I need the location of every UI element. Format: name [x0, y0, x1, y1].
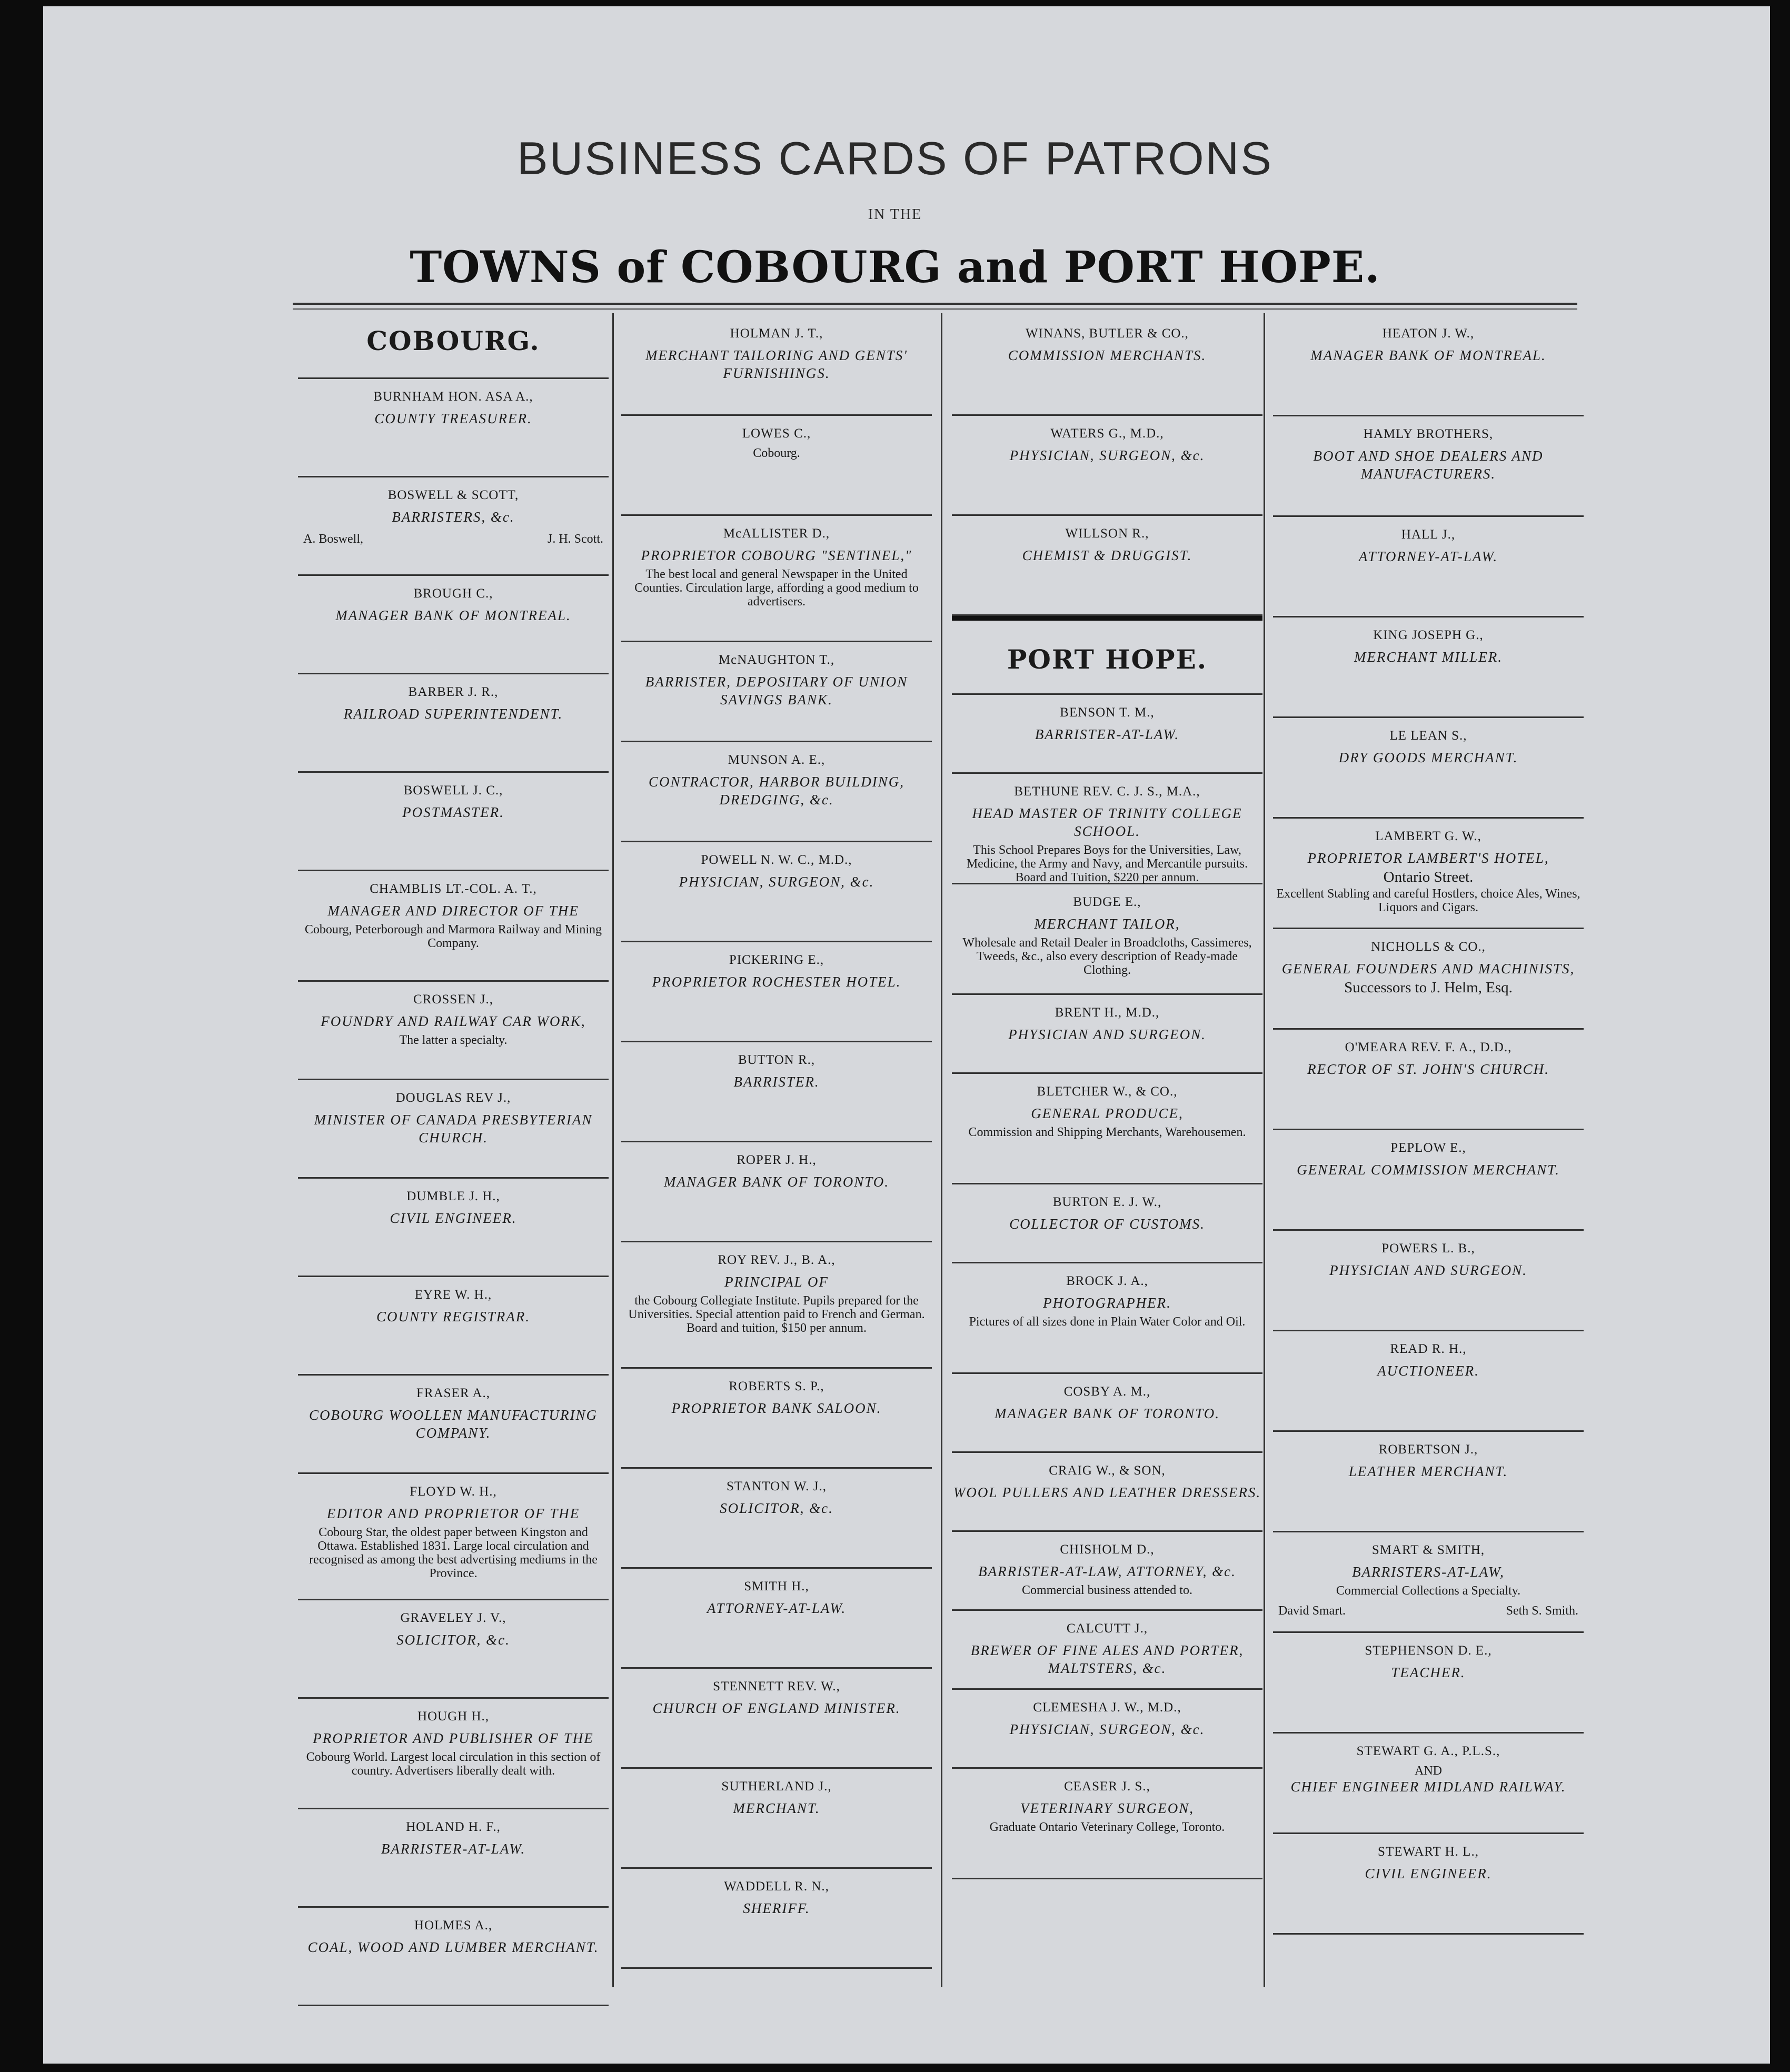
business-card	[952, 416, 1262, 516]
header-rule	[293, 303, 1577, 305]
business-name: CHAMBLIS LT.-COL. A. T.,	[370, 882, 537, 896]
business-card	[298, 1179, 609, 1277]
business-title: BARRISTER, DEPOSITARY OF UNION SAVINGS BANK.	[645, 674, 908, 708]
business-and: AND	[1415, 1764, 1442, 1778]
business-note: Pictures of all sizes done in Plain Water Color and Oil.	[969, 1315, 1246, 1329]
business-name: ROY REV. J., B. A.,	[718, 1253, 836, 1267]
business-title: RECTOR OF ST. JOHN'S CHURCH.	[1307, 1061, 1549, 1077]
business-card	[298, 773, 609, 871]
business-card	[1273, 617, 1584, 718]
business-title: PHYSICIAN, SURGEON, &c.	[1009, 1721, 1205, 1737]
business-name: NICHOLLS & CO.,	[1371, 940, 1486, 954]
business-title: CONTRACTOR, HARBOR BUILDING, DREDGING, &c.	[648, 774, 904, 808]
business-card	[952, 1374, 1262, 1453]
business-card	[952, 1690, 1262, 1769]
business-title: EDITOR AND PROPRIETOR OF THE	[326, 1506, 580, 1521]
business-note-large: Successors to J. Helm, Esq.	[1344, 979, 1513, 996]
business-card	[298, 1277, 609, 1376]
business-name: ROPER J. H.,	[737, 1153, 817, 1167]
business-name: SMITH H.,	[744, 1579, 809, 1593]
business-title: MERCHANT TAILORING AND GENTS' FURNISHINGS.	[645, 347, 908, 381]
business-card	[1273, 416, 1584, 517]
business-title: BARRISTERS-AT-LAW,	[1352, 1564, 1505, 1580]
business-card	[621, 1242, 932, 1369]
business-card	[298, 477, 609, 576]
business-name: GRAVELEY J. V.,	[400, 1611, 506, 1625]
business-title: POSTMASTER.	[402, 804, 504, 820]
business-name: HAMLY BROTHERS,	[1363, 427, 1494, 441]
business-title: CHURCH OF ENGLAND MINISTER.	[652, 1700, 901, 1716]
business-card	[952, 774, 1262, 884]
section-heading-cobourg: COBOURG.	[298, 316, 609, 379]
business-title: COBOURG WOOLLEN MANUFACTURING COMPANY.	[309, 1407, 598, 1441]
business-card	[952, 1611, 1262, 1690]
business-name: ROBERTS S. P.,	[729, 1379, 824, 1393]
business-name: STEWART H. L.,	[1378, 1845, 1479, 1859]
business-card	[621, 1769, 932, 1869]
business-name: READ R. H.,	[1390, 1342, 1467, 1356]
business-name: LOWES C.,	[742, 426, 811, 441]
business-card	[952, 1184, 1262, 1263]
business-name: WADDELL R. N.,	[724, 1879, 829, 1894]
column-divider	[1264, 313, 1265, 1987]
business-name: WATERS G., M.D.,	[1050, 426, 1164, 441]
business-title: COAL, WOOD AND LUMBER MERCHANT.	[307, 1939, 599, 1955]
business-name: BUTTON R.,	[738, 1053, 816, 1067]
business-card	[952, 1532, 1262, 1611]
business-title: BARRISTER-AT-LAW.	[381, 1841, 526, 1857]
business-card	[952, 884, 1262, 995]
business-note: Excellent Stabling and careful Hostlers, choice Ales, Wines, Liquors and Cigars.	[1276, 887, 1580, 914]
business-name: LE LEAN S.,	[1389, 729, 1467, 743]
business-name: HOLAND H. F.,	[406, 1820, 501, 1834]
business-name: DOUGLAS REV J.,	[395, 1091, 511, 1105]
business-name: PICKERING E.,	[729, 953, 824, 967]
business-name: ROBERTSON J.,	[1378, 1442, 1478, 1457]
business-card	[952, 695, 1262, 774]
business-title: BARRISTER.	[733, 1074, 820, 1090]
business-note: The latter a specialty.	[399, 1033, 508, 1047]
business-title: ATTORNEY-AT-LAW.	[1358, 549, 1498, 564]
business-name: COSBY A. M.,	[1063, 1384, 1151, 1399]
business-name: CEASER J. S.,	[1064, 1779, 1150, 1794]
business-name: BRENT H., M.D.,	[1055, 1005, 1160, 1020]
business-card	[1273, 1432, 1584, 1532]
business-name: CHISHOLM D.,	[1060, 1542, 1155, 1557]
business-name: BARBER J. R.,	[408, 685, 499, 699]
business-title: PHOTOGRAPHER.	[1043, 1295, 1171, 1311]
business-name: STANTON W. J.,	[726, 1479, 827, 1493]
business-name: STEWART G. A., P.L.S.,	[1356, 1744, 1500, 1758]
business-card	[298, 982, 609, 1080]
business-card	[1273, 1130, 1584, 1231]
business-card	[1273, 929, 1584, 1030]
business-card	[1273, 316, 1584, 416]
business-title: VETERINARY SURGEON,	[1020, 1800, 1194, 1816]
business-name: FLOYD W. H.,	[410, 1485, 497, 1499]
business-title: PROPRIETOR COBOURG "SENTINEL,"	[641, 547, 912, 563]
business-card	[952, 1074, 1262, 1184]
business-name: BUDGE E.,	[1073, 895, 1141, 909]
business-title: CIVIL ENGINEER.	[390, 1210, 517, 1226]
column-cobourg-1	[298, 316, 609, 2006]
business-note: Cobourg World. Largest local circulation in this section of country. Advertisers liberally dealt with.	[306, 1750, 601, 1778]
business-name: CRAIG W., & SON,	[1049, 1463, 1166, 1478]
business-title: PROPRIETOR ROCHESTER HOTEL.	[652, 974, 901, 990]
business-partners	[298, 532, 609, 546]
business-card	[298, 674, 609, 773]
business-title: CHEMIST & DRUGGIST.	[1022, 547, 1192, 563]
business-title: TEACHER.	[1391, 1665, 1466, 1680]
business-name: POWERS L. B.,	[1381, 1241, 1475, 1256]
business-card	[621, 516, 932, 642]
business-title: PROPRIETOR BANK SALOON.	[671, 1400, 882, 1416]
business-name: CROSSEN J.,	[413, 992, 493, 1007]
business-card	[621, 416, 932, 516]
business-card	[952, 995, 1262, 1074]
business-note: Commercial Collections a Specialty.	[1336, 1584, 1521, 1598]
business-card	[621, 1469, 932, 1569]
page-title: BUSINESS CARDS OF PATRONS	[517, 132, 1273, 184]
business-card	[298, 1699, 609, 1809]
business-card	[952, 1263, 1262, 1374]
business-card	[1273, 1331, 1584, 1432]
business-card	[621, 1669, 932, 1769]
business-card	[298, 1080, 609, 1179]
business-card	[621, 1569, 932, 1669]
business-note: Cobourg.	[753, 446, 800, 460]
business-name: POWELL N. W. C., M.D.,	[701, 853, 852, 867]
column-port-hope-1	[952, 316, 1262, 1879]
business-title: PRINCIPAL OF	[724, 1274, 829, 1290]
business-title: FOUNDRY AND RAILWAY CAR WORK,	[321, 1013, 586, 1029]
column-port-hope-2	[1273, 316, 1584, 1935]
partner-right: J. H. Scott.	[547, 532, 603, 546]
business-card	[1273, 1030, 1584, 1130]
business-title: CIVIL ENGINEER.	[1365, 1866, 1492, 1881]
business-card	[621, 642, 932, 742]
partner-left: A. Boswell,	[303, 532, 363, 546]
business-title: MINISTER OF CANADA PRESBYTERIAN CHURCH.	[314, 1112, 593, 1145]
business-card	[1273, 1231, 1584, 1331]
business-name: BOSWELL & SCOTT,	[387, 488, 519, 502]
business-note: Cobourg Star, the oldest paper between Kingston and Ottawa. Established 1831. Large local circulation and recognised as among the best advertising mediums in the Province.	[309, 1526, 598, 1580]
business-title: MANAGER AND DIRECTOR OF THE	[327, 903, 579, 919]
business-note: Commercial business attended to.	[1022, 1583, 1192, 1597]
column-divider	[612, 313, 614, 1987]
business-name: STENNETT REV. W.,	[713, 1679, 840, 1694]
business-title: LEATHER MERCHANT.	[1348, 1463, 1508, 1479]
business-title: WOOL PULLERS AND LEATHER DRESSERS.	[953, 1485, 1261, 1500]
business-note: the Cobourg Collegiate Institute. Pupils prepared for the Universities. Special attention paid to French and German. Board and tuition, $150 per annum.	[628, 1294, 925, 1335]
business-card	[298, 1376, 609, 1474]
business-name: SUTHERLAND J.,	[721, 1779, 832, 1794]
business-name: FRASER A.,	[416, 1386, 490, 1400]
business-card	[952, 1453, 1262, 1532]
business-name: HALL J.,	[1401, 527, 1456, 542]
business-partners	[1273, 1604, 1584, 1618]
business-card	[621, 1869, 932, 1969]
business-title: BOOT AND SHOE DEALERS AND MANUFACTURERS.	[1313, 448, 1544, 482]
business-card	[1273, 1532, 1584, 1633]
business-name: BETHUNE REV. C. J. S., M.A.,	[1014, 784, 1200, 799]
business-title: MANAGER BANK OF TORONTO.	[994, 1406, 1220, 1421]
business-card	[1273, 819, 1584, 929]
column-divider	[941, 313, 942, 1987]
business-name: EYRE W. H.,	[414, 1288, 492, 1302]
business-title: MERCHANT MILLER.	[1354, 649, 1503, 665]
business-card	[298, 576, 609, 674]
business-name: O'MEARA REV. F. A., D.D.,	[1345, 1040, 1512, 1054]
business-name: BLETCHER W., & CO.,	[1037, 1084, 1178, 1099]
business-card	[621, 1369, 932, 1469]
business-card	[952, 1769, 1262, 1879]
business-title: SOLICITOR, &c.	[720, 1500, 833, 1516]
business-name: BURNHAM HON. ASA A.,	[373, 390, 533, 404]
partner-right: Seth S. Smith.	[1506, 1604, 1578, 1618]
business-card	[298, 1474, 609, 1600]
business-name: DUMBLE J. H.,	[406, 1189, 500, 1203]
business-name: CLEMESHA J. W., M.D.,	[1033, 1700, 1181, 1715]
page-subtitle: IN THE	[868, 206, 922, 223]
business-note: This School Prepares Boys for the Universities, Law, Medicine, the Army and Navy, and Mercantile pursuits. Board and Tuition, $220 per annum.	[966, 843, 1248, 884]
business-name: BROUGH C.,	[413, 586, 493, 601]
business-title: BREWER OF FINE ALES AND PORTER, MALTSTERS, &c.	[970, 1642, 1244, 1676]
business-title: SOLICITOR, &c.	[396, 1632, 510, 1648]
business-card	[952, 516, 1262, 616]
business-title: DRY GOODS MERCHANT.	[1338, 750, 1518, 765]
business-card	[621, 942, 932, 1042]
business-card	[952, 316, 1262, 416]
business-card	[1273, 1633, 1584, 1734]
business-title: SHERIFF.	[743, 1900, 810, 1916]
business-card	[621, 316, 932, 416]
business-title: PHYSICIAN, SURGEON, &c.	[1009, 447, 1205, 463]
business-title: ATTORNEY-AT-LAW.	[707, 1600, 847, 1616]
business-title: COLLECTOR OF CUSTOMS.	[1009, 1216, 1205, 1232]
business-name: HOUGH H.,	[417, 1709, 490, 1724]
business-name: STEPHENSON D. E.,	[1365, 1643, 1492, 1658]
business-card	[621, 842, 932, 942]
business-name: WILLSON R.,	[1065, 526, 1149, 541]
business-card	[621, 742, 932, 842]
business-title: CHIEF ENGINEER MIDLAND RAILWAY.	[1290, 1779, 1566, 1795]
business-card	[621, 1142, 932, 1242]
business-title: COUNTY TREASURER.	[374, 411, 532, 426]
business-title: COMMISSION MERCHANTS.	[1008, 347, 1207, 363]
business-card	[298, 1809, 609, 1908]
business-card	[298, 1600, 609, 1699]
business-note: Commission and Shipping Merchants, Warehousemen.	[968, 1125, 1246, 1139]
business-name: McALLISTER D.,	[723, 526, 830, 541]
business-title: GENERAL FOUNDERS AND MACHINISTS,	[1281, 961, 1575, 977]
business-card	[621, 1042, 932, 1142]
business-title: BARRISTERS, &c.	[392, 509, 515, 525]
business-title: MANAGER BANK OF MONTREAL.	[1310, 347, 1546, 363]
business-title: MANAGER BANK OF MONTREAL.	[335, 607, 571, 623]
partner-left: David Smart.	[1278, 1604, 1346, 1618]
business-title: PROPRIETOR AND PUBLISHER OF THE	[313, 1730, 594, 1746]
business-name: PEPLOW E.,	[1390, 1141, 1466, 1155]
business-title: RAILROAD SUPERINTENDENT.	[343, 706, 563, 722]
business-name: BENSON T. M.,	[1060, 705, 1155, 720]
business-note: The best local and general Newspaper in the United Counties. Circulation large, affording a good medium to advertisers.	[634, 567, 919, 609]
business-card	[298, 379, 609, 477]
business-title: PROPRIETOR LAMBERT'S HOTEL,	[1307, 850, 1549, 866]
business-title: MERCHANT.	[733, 1800, 820, 1816]
business-name: BROCK J. A.,	[1066, 1274, 1148, 1288]
column-cobourg-2	[621, 316, 932, 1969]
business-name: SMART & SMITH,	[1371, 1543, 1485, 1557]
business-note: Cobourg, Peterborough and Marmora Railway and Mining Company.	[304, 923, 602, 950]
business-title: PHYSICIAN AND SURGEON.	[1008, 1027, 1206, 1042]
business-note: Wholesale and Retail Dealer in Broadcloths, Cassimeres, Tweeds, &c., also every description of Ready-made Clothing.	[962, 936, 1252, 977]
business-card	[1273, 517, 1584, 617]
business-card	[1273, 718, 1584, 819]
business-title: GENERAL COMMISSION MERCHANT.	[1297, 1162, 1560, 1178]
business-title: MERCHANT TAILOR,	[1034, 916, 1180, 932]
business-title: GENERAL PRODUCE,	[1031, 1105, 1184, 1121]
business-name: HEATON J. W.,	[1382, 326, 1475, 341]
business-name: BURTON E. J. W.,	[1052, 1195, 1162, 1209]
business-name: MUNSON A. E.,	[728, 753, 826, 767]
business-title: PHYSICIAN, SURGEON, &c.	[679, 874, 874, 890]
business-name: HOLMES A.,	[414, 1918, 493, 1932]
business-title: BARRISTER-AT-LAW.	[1035, 726, 1180, 742]
business-title: PHYSICIAN AND SURGEON.	[1329, 1262, 1527, 1278]
page-heading-towns: TOWNS of COBOURG and PORT HOPE.	[410, 242, 1380, 293]
business-name: LAMBERT G. W.,	[1375, 829, 1481, 843]
business-name: BOSWELL J. C.,	[403, 783, 503, 798]
section-heading-port-hope: PORT HOPE.	[952, 616, 1262, 695]
business-card	[298, 871, 609, 982]
business-name: KING JOSEPH G.,	[1373, 628, 1484, 642]
business-title: COUNTY REGISTRAR.	[376, 1309, 531, 1324]
header-rule-thin	[293, 308, 1577, 310]
business-card	[1273, 1834, 1584, 1935]
business-card	[1273, 1734, 1584, 1834]
business-title: MANAGER BANK OF TORONTO.	[663, 1174, 890, 1190]
business-note-large: Ontario Street.	[1383, 869, 1474, 885]
business-title: AUCTIONEER.	[1377, 1363, 1479, 1379]
business-title: BARRISTER-AT-LAW, ATTORNEY, &c.	[978, 1563, 1236, 1579]
business-card	[298, 1908, 609, 2006]
business-name: WINANS, BUTLER & CO.,	[1026, 326, 1189, 341]
business-note: Graduate Ontario Veterinary College, Toronto.	[989, 1820, 1225, 1834]
business-name: HOLMAN J. T.,	[730, 326, 823, 341]
business-name: McNAUGHTON T.,	[718, 653, 835, 667]
business-name: CALCUTT J.,	[1066, 1621, 1148, 1636]
business-title: HEAD MASTER OF TRINITY COLLEGE SCHOOL.	[972, 805, 1242, 839]
